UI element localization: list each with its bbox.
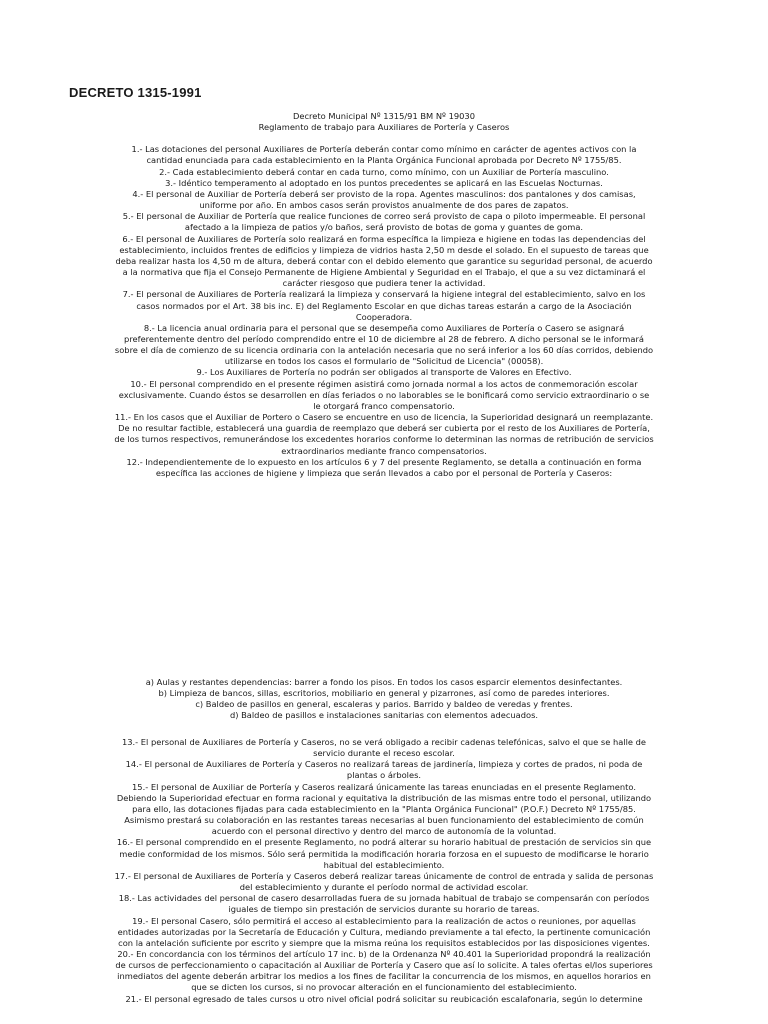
- article-8: 8.- La licencia anual ordinaria para el personal que se desempeña como Auxiliares de Portería o Casero se asignará preferentemente dentro del período comprendido entre el 10 de diciembre al 28 de febrero. A dicho personal se le informará sobre el día de comienzo de su licencia ordinaria con la antelación necesaria que no será inferior a los 60 días corridos, debiendo utilizarse en todos los casos el formulario de "Solicitud de Licencia" (00058).: [114, 322, 654, 367]
- article-20: 20.- En concordancia con los términos del artículo 17 inc. b) de la Ordenanza Nº 40.401 la Superioridad propondrá la realización de cursos de perfeccionamiento o capacitación al Auxiliar de Portería y Casero que así lo solicite. A tales ofertas el/los superiores inmediatos del agente deberán arbitrar los medios a los fines de facilitar la concurrencia de los mismos, en aquellos horarios en que se dicten los cursos, si no provocar alteración en el funcionamiento del establecimiento.: [115, 948, 653, 993]
- article-21: 21.- El personal egresado de tales cursos u otro nivel oficial podrá solicitar su reubicación escalafonaria, según lo determine: [125, 993, 643, 1004]
- article-18: 18.- Las actividades del personal de casero desarrolladas fuera de su jornada habitual de trabajo se compensarán con períodos iguales de tiempo sin prestación de servicios durante su horario de tareas.: [118, 893, 650, 915]
- article-14: 14.- El personal de Auxiliares de Portería y Caseros no realizará tareas de jardinería, limpieza y cortes de prados, ni poda de plantas o árboles.: [125, 759, 643, 781]
- article-7: 7.- El personal de Auxiliares de Portería realizará la limpieza y conservará la higiene integral del establecimiento, salvo en los casos normados por el Art. 38 bis inc. E) del Reglamento Escolar en que dichas tareas estarán a cargo de la Asociación Cooperadora.: [122, 289, 646, 322]
- article-15: 15.- El personal de Auxiliar de Portería y Caseros realizará únicamente las tareas enunciadas en el presente Reglamento. Debiendo la Superioridad efectuar en forma racional y equitativa la distribución de las mismas entre todo el personal, utilizando para ello, las dotaciones fijadas para cada establecimiento en la "Planta Orgánica Funcional" (P.O.F.) Decreto Nº 1755/85. Asimismo prestará su colaboración en las restantes tareas necesarias al buen funcionamiento del establecimiento de común acuerdo con el personal directivo y dentro del marco de autonomía de la voluntad.: [116, 781, 652, 837]
- article-10: 10.- El personal comprendido en el presente régimen asistirá como jornada normal a los actos de conmemoración escolar exclusivamente. Cuando éstos se desarrollen en días feriados o no laborables se le bonificará como servicio extraordinario o se le otorgará franco compensatorio.: [118, 378, 650, 411]
- document-body-top: [0, 111, 768, 479]
- article-6: 6.- El personal de Auxiliares de Portería solo realizará en forma específica la limpieza e higiene en todas las dependencias del establecimiento, incluidos frentes de edificios y limpieza de vidrios hasta 2,50 m desde el solado. En el supuesto de tareas que deba realizar hasta los 4,50 m de altura, deberá contar con el debido elemento que garantice su seguridad personal, de acuerdo a la normativa que fija el Consejo Permanente de Higiene Ambiental y Seguridad en el Trabajo, el que a su vez dictaminará el carácter riesgoso que pudiera tener la actividad.: [115, 233, 653, 289]
- article-16: 16.- El personal comprendido en el presente Reglamento, no podrá alterar su horario habitual de prestación de servicios sin que medie conformidad de los mismos. Sólo será permitida la modificación horaria forzosa en el supuesto de modificarse le horario habitual del establecimiento.: [116, 837, 652, 870]
- article-5: 5.- El personal de Auxiliar de Portería que realice funciones de correo será provisto de capa o piloto impermeable. El personal afectado a la limpieza de patios y/o baños, será provisto de botas de goma y guantes de goma.: [122, 211, 646, 233]
- list-item-c: c) Baldeo de pasillos en general, escaleras y parios. Barrido y baldeo de veredas y frentes.: [195, 699, 573, 710]
- document-title: DECRETO 1315-1991: [69, 85, 202, 100]
- list-item-a: a) Aulas y restantes dependencias: barrer a fondo los pisos. En todos los casos esparcir elementos desinfectantes.: [145, 677, 623, 687]
- article-11: 11.- En los casos que el Auxiliar de Portero o Casero se encuentre en uso de licencia, la Superioridad designará un reemplazante. De no resultar factible, establecerá una guardia de reemplazo que deberá ser cubierta por el resto de los Auxiliares de Portería, de los turnos respectivos, remunerándose los excedentes horarios conforme lo determinan las normas de retribución de servicios extraordinarios mediante franco compensatorios.: [114, 412, 654, 456]
- article-9: 9.- Los Auxiliares de Portería no podrán ser obligados al transporte de Valores en Efectivo.: [196, 367, 572, 378]
- article-2: 2.- Cada establecimiento deberá contar en cada turno, como mínimo, con un Auxiliar de Portería masculino.: [159, 166, 609, 177]
- cleaning-items-list: [0, 677, 768, 722]
- article-1: 1.- Las dotaciones del personal Auxiliares de Portería deberán contar como mínimo en carácter de agentes activos con la cantidad enunciada para cada establecimiento en la Planta Orgánica Funcional aprobada por Decreto Nº 1755/85.: [131, 144, 637, 166]
- article-12: 12.- Independientemente de lo expuesto en los artículos 6 y 7 del presente Reglamento, se detalla a continuación en forma específica las acciones de higiene y limpieza que serán llevados a cabo por el personal de Portería y Caseros:: [126, 456, 642, 478]
- article-13: 13.- El personal de Auxiliares de Portería y Caseros, no se verá obligado a recibir cadenas telefónicas, salvo el que se halle de servicio durante el receso escolar.: [121, 737, 647, 759]
- decree-reference: Decreto Municipal Nº 1315/91 BM Nº 19030: [293, 111, 475, 121]
- article-19: 19.- El personal Casero, sólo permitirá el acceso al establecimiento para la realización de actos o reuniones, por aquellas entidades autorizadas por la Secretaría de Educación y Cultura, mediando previamente a tal efecto, la pertinente comunicación con la antelación suficiente por escrito y siempre que la misma reúna los requisitos establecidos por las disposiciones vigentes.: [117, 915, 651, 948]
- article-4: 4.- El personal de Auxiliar de Portería deberá ser provisto de la ropa. Agentes masculinos: dos pantalones y dos camisas, uniforme por año. En ambos casos serán provistos anualmente de dos pares de zapatos.: [132, 188, 636, 211]
- list-item-d: d) Baldeo de pasillos e instalaciones sanitarias con elementos adecuados.: [229, 710, 539, 721]
- document-body-bottom: [0, 737, 768, 1005]
- article-17: 17.- El personal de Auxiliares de Portería y Caseros deberá realizar tareas únicamente de control de entrada y salida de personas del establecimiento y durante el período normal de actividad escolar.: [114, 870, 654, 893]
- article-3: 3.- Idéntico temperamento al adoptado en los puntos precedentes se aplicará en las Escuelas Nocturnas.: [165, 177, 603, 188]
- regulation-heading: Reglamento de trabajo para Auxiliares de Portería y Caseros: [258, 122, 510, 133]
- list-item-b: b) Limpieza de bancos, sillas, escritorios, mobiliario en general y pizarrones, así como de paredes interiores.: [158, 688, 610, 699]
